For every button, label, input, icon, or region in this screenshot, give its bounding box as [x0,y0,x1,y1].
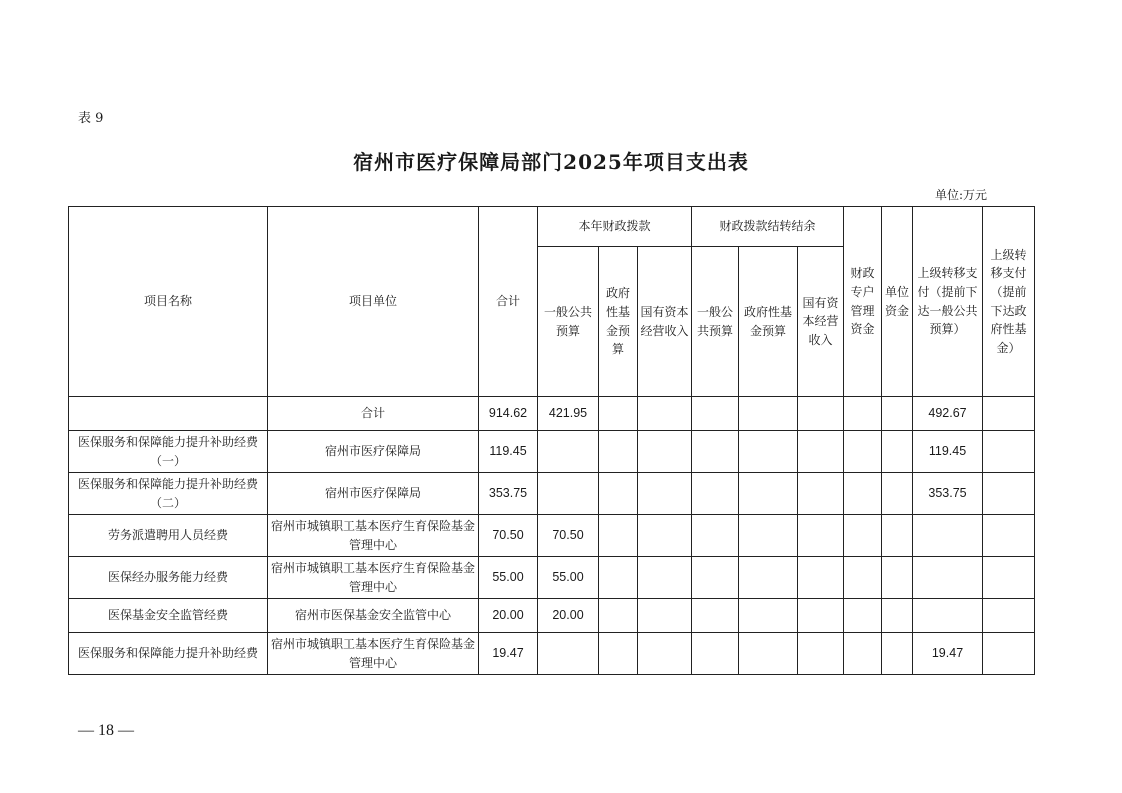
cell-carry-state-capital [798,557,844,599]
cell-gov-fund [599,473,638,515]
header-project-name: 项目名称 [69,207,268,397]
cell-total: 70.50 [479,515,538,557]
cell-unit-funds [882,599,913,633]
header-special-account: 财政专户管理资金 [844,207,882,397]
table-label: 表 9 [78,111,104,126]
cell-carry-state-capital [798,431,844,473]
cell-general-budget: 70.50 [538,515,599,557]
cell-state-capital [638,557,692,599]
cell-special-account [844,515,882,557]
cell-upper-fund [983,557,1035,599]
cell-total: 914.62 [479,397,538,431]
cell-gov-fund [599,599,638,633]
table-row [69,633,1035,675]
cell-carry-general [692,599,739,633]
cell-project-name: 医保基金安全监管经费 [69,599,268,633]
cell-project-unit: 宿州市医保基金安全监管中心 [268,599,479,633]
table-row [69,473,1035,515]
cell-total: 353.75 [479,473,538,515]
cell-special-account [844,599,882,633]
cell-project-unit: 宿州市医疗保障局 [268,431,479,473]
cell-gov-fund [599,557,638,599]
cell-state-capital [638,515,692,557]
cell-upper-general: 353.75 [913,473,983,515]
header-carry-gov-fund: 政府性基金预算 [739,247,798,397]
cell-total: 119.45 [479,431,538,473]
header-carryover-group: 财政拨款结转结余 [692,207,844,247]
cell-upper-fund [983,599,1035,633]
cell-carry-general [692,473,739,515]
page-number: — 18 — [78,722,134,739]
cell-carry-general [692,557,739,599]
header-gov-fund: 政府性基金预算 [599,247,638,397]
cell-carry-general [692,431,739,473]
cell-carry-state-capital [798,473,844,515]
header-upper-fund: 上级转移支付（提前下达政府性基金） [983,207,1035,397]
cell-special-account [844,633,882,675]
cell-total: 55.00 [479,557,538,599]
cell-project-unit: 宿州市城镇职工基本医疗生育保险基金管理中心 [268,515,479,557]
cell-total: 20.00 [479,599,538,633]
cell-carry-gov-fund [739,557,798,599]
cell-general-budget [538,473,599,515]
cell-carry-gov-fund [739,599,798,633]
expenditure-table [68,206,1035,675]
cell-special-account [844,557,882,599]
cell-project-unit: 宿州市医疗保障局 [268,473,479,515]
cell-unit-funds [882,397,913,431]
cell-state-capital [638,473,692,515]
cell-general-budget [538,633,599,675]
cell-gov-fund [599,397,638,431]
cell-state-capital [638,599,692,633]
cell-carry-gov-fund [739,431,798,473]
table-row [69,599,1035,633]
cell-upper-general: 119.45 [913,431,983,473]
cell-carry-general [692,633,739,675]
cell-unit-funds [882,473,913,515]
cell-carry-state-capital [798,515,844,557]
cell-project-unit: 合计 [268,397,479,431]
cell-upper-general [913,515,983,557]
cell-carry-gov-fund [739,633,798,675]
header-carry-state-capital: 国有资本经营收入 [798,247,844,397]
header-upper-general: 上级转移支付（提前下达一般公共预算） [913,207,983,397]
cell-general-budget: 20.00 [538,599,599,633]
cell-unit-funds [882,557,913,599]
cell-upper-general: 492.67 [913,397,983,431]
header-carry-general: 一般公共预算 [692,247,739,397]
cell-carry-state-capital [798,633,844,675]
cell-upper-fund [983,633,1035,675]
cell-unit-funds [882,515,913,557]
header-general-budget: 一般公共预算 [538,247,599,397]
header-total: 合计 [479,207,538,397]
cell-upper-fund [983,515,1035,557]
cell-general-budget [538,431,599,473]
cell-special-account [844,473,882,515]
cell-project-name [69,397,268,431]
header-project-unit: 项目单位 [268,207,479,397]
cell-upper-general [913,557,983,599]
cell-upper-general: 19.47 [913,633,983,675]
cell-upper-general [913,599,983,633]
cell-project-name: 医保服务和保障能力提升补助经费（二） [69,473,268,515]
cell-upper-fund [983,473,1035,515]
cell-gov-fund [599,431,638,473]
document-title: 宿州市医疗保障局部门2025年项目支出表 [353,150,749,174]
header-state-capital: 国有资本经营收入 [638,247,692,397]
table-row [69,431,1035,473]
cell-general-budget: 421.95 [538,397,599,431]
cell-total: 19.47 [479,633,538,675]
cell-carry-general [692,515,739,557]
cell-carry-gov-fund [739,397,798,431]
cell-project-name: 医保服务和保障能力提升补助经费（一） [69,431,268,473]
cell-carry-general [692,397,739,431]
cell-carry-state-capital [798,599,844,633]
cell-project-name: 医保经办服务能力经费 [69,557,268,599]
cell-unit-funds [882,633,913,675]
header-current-year-group: 本年财政拨款 [538,207,692,247]
table-row-total [69,397,1035,431]
cell-upper-fund [983,431,1035,473]
cell-carry-state-capital [798,397,844,431]
cell-project-unit: 宿州市城镇职工基本医疗生育保险基金管理中心 [268,557,479,599]
cell-state-capital [638,431,692,473]
table-row [69,515,1035,557]
cell-project-unit: 宿州市城镇职工基本医疗生育保险基金管理中心 [268,633,479,675]
cell-state-capital [638,633,692,675]
cell-upper-fund [983,397,1035,431]
cell-carry-gov-fund [739,473,798,515]
cell-project-name: 医保服务和保障能力提升补助经费 [69,633,268,675]
unit-label: 单位:万元 [935,188,988,202]
cell-project-name: 劳务派遣聘用人员经费 [69,515,268,557]
cell-gov-fund [599,633,638,675]
cell-general-budget: 55.00 [538,557,599,599]
cell-state-capital [638,397,692,431]
cell-special-account [844,397,882,431]
cell-carry-gov-fund [739,515,798,557]
cell-special-account [844,431,882,473]
header-unit-funds: 单位资金 [882,207,913,397]
cell-gov-fund [599,515,638,557]
cell-unit-funds [882,431,913,473]
table-row [69,557,1035,599]
